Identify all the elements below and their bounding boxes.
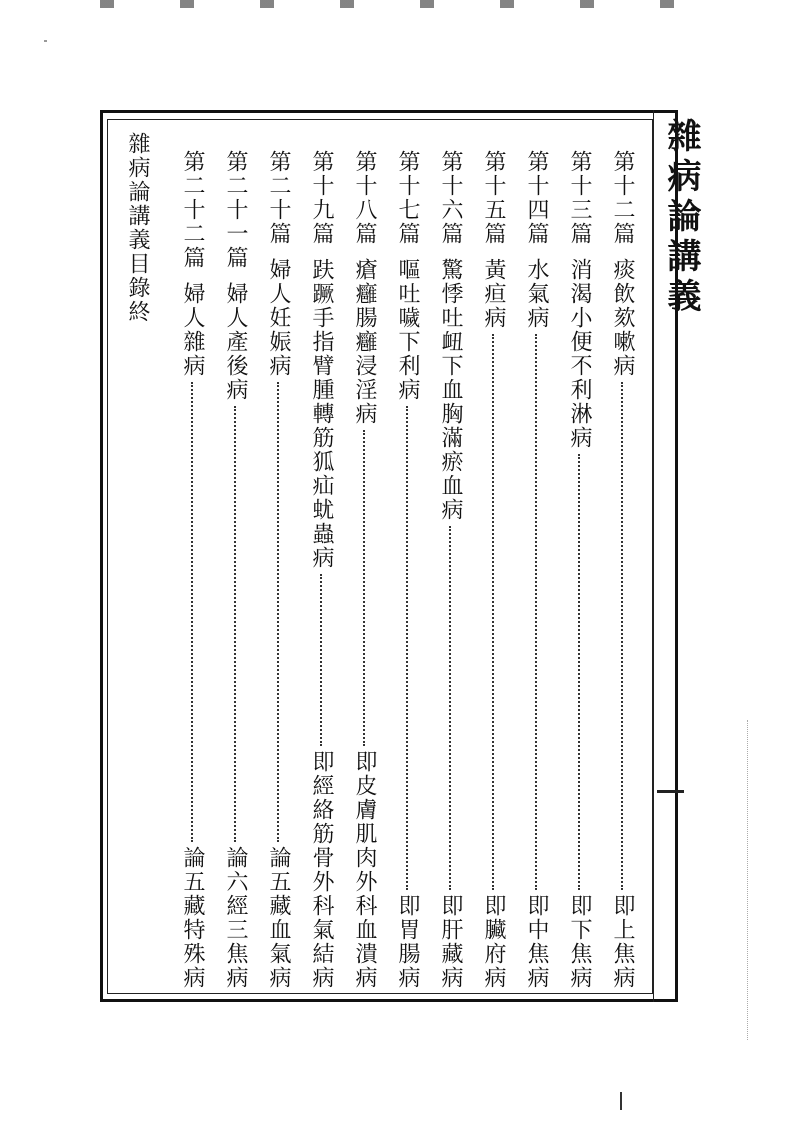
dot-leader [320,574,322,746]
chapter-note: 即肝藏病 [438,894,463,990]
chapter-note: 即下焦病 [567,894,592,990]
chapter-topic: 消渴小便不利淋病 [567,258,592,450]
chapter-topic: 水氣病 [524,258,549,330]
chapter-number: 第二十一篇 [223,150,248,270]
toc-entry[interactable] [262,150,294,990]
chapter-topic: 痰飲欬嗽病 [610,258,635,378]
dot-leader [621,382,623,890]
chapter-number: 第二十篇 [266,150,291,246]
toc-entry[interactable] [563,150,595,990]
chapter-note: 即臟府病 [481,894,506,990]
chapter-number: 第二十二篇 [180,150,205,270]
dot-leader [449,526,451,890]
dot-leader [492,334,494,890]
chapter-topic: 嘔吐噦下利病 [395,258,420,402]
toc-entry[interactable] [434,150,466,990]
toc-entry[interactable] [477,150,509,990]
dot-leader [535,334,537,890]
chapter-note: 即經絡筋骨外科氣結病 [309,750,334,990]
chapter-number: 第十七篇 [395,150,420,246]
chapter-topic: 黃疸病 [481,258,506,330]
toc-entry[interactable] [391,150,423,990]
chapter-note: 即中焦病 [524,894,549,990]
toc-entry[interactable] [606,150,638,990]
chapter-number: 第十九篇 [309,150,334,246]
toc-entry[interactable] [520,150,552,990]
chapter-topic: 婦人產後病 [223,282,248,402]
chapter-number: 第十八篇 [352,150,377,246]
chapter-note: 即上焦病 [610,894,635,990]
toc-end-marker: 雜病論講義目錄終 [125,132,150,324]
toc-entry[interactable] [219,150,251,990]
dot-leader [277,382,279,842]
toc-entry[interactable] [348,150,380,990]
dot-leader [234,406,236,842]
page-mark [620,1092,622,1110]
chapter-number: 第十四篇 [524,150,549,246]
toc-entry[interactable] [305,150,337,990]
chapter-number: 第十三篇 [567,150,592,246]
chapter-note: 論五藏血氣病 [266,846,291,990]
chapter-number: 第十六篇 [438,150,463,246]
chapter-topic: 趺蹶手指臂腫轉筋狐疝蚘蟲病 [309,258,334,570]
dot-leader [578,454,580,890]
dot-leader [363,430,365,746]
paper-speck [44,40,47,42]
chapter-topic: 驚悸吐衄下血胸滿瘀血病 [438,258,463,522]
dot-leader [406,406,408,890]
chapter-number: 第十五篇 [481,150,506,246]
dot-leader [191,382,193,842]
chapter-note: 即皮膚肌肉外科血潰病 [352,750,377,990]
top-edge-remnant [100,0,700,8]
toc-entry[interactable] [176,150,208,990]
chapter-note: 即胃腸病 [395,894,420,990]
book-title: 雜病論講義 [661,118,701,318]
chapter-topic: 婦人妊娠病 [266,258,291,378]
chapter-note: 論六經三焦病 [223,846,248,990]
chapter-number: 第十二篇 [610,150,635,246]
scan-artifact [747,720,749,1040]
chapter-topic: 瘡癰腸癰浸淫病 [352,258,377,426]
chapter-note: 論五藏特殊病 [180,846,205,990]
chapter-topic: 婦人雜病 [180,282,205,378]
